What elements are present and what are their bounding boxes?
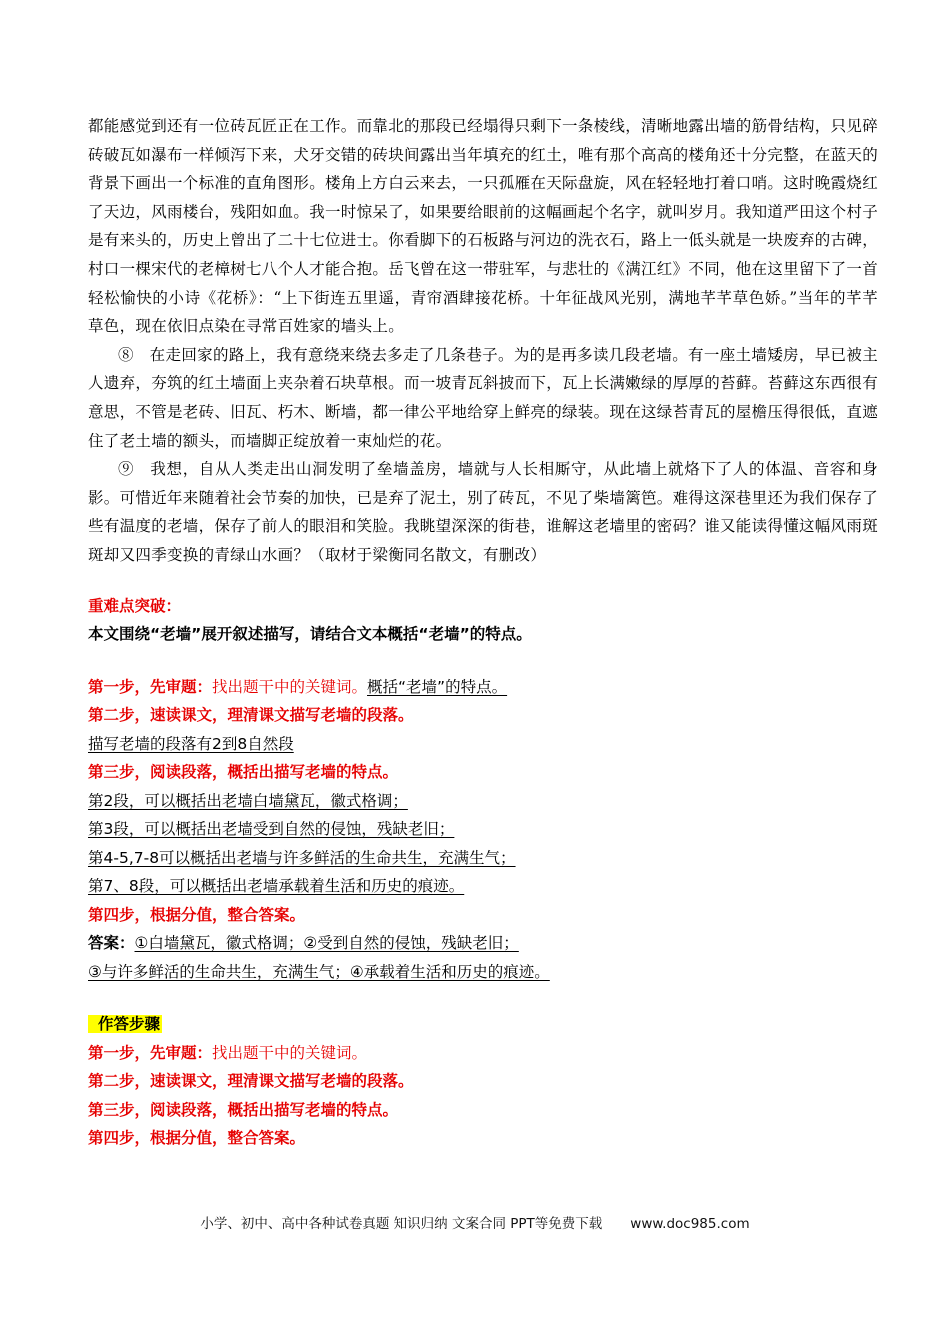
summary-step-1-text: 找出题干中的关键词。	[212, 1043, 368, 1062]
step-1-label: 第一步，先审题：	[88, 677, 213, 696]
passage-paragraph-8: ⑧ 在走回家的路上，我有意绕来绕去多走了几条巷子。为的是再多读几段老墙。有一座土墙矮房，早已被主人遗弃，夯筑的红土墙面上夹杂着石块草根。而一坡青瓦斜披而下，瓦上长满嫩绿的厚厚的苔藓。苔藓这东西很有意思，不管是老砖、旧瓦、朽木、断墙，都一律公平地给穿上鲜亮的绿装。现在这绿苔青瓦的屋檐压得很低，直遮住了老土墙的额头，而墙脚正绽放着一束灿烂的花。	[88, 345, 879, 450]
step-3-point-3: 第4-5,7-8可以概括出老墙与许多鲜活的生命共生，充满生气；	[88, 848, 516, 867]
passage-paragraph-7-continued: 都能感觉到还有一位砖瓦匠正在工作。而靠北的那段已经塌得只剩下一条棱线，清晰地露出墙的筋骨结构，只见碎砖破瓦如瀑布一样倾泻下来，犬牙交错的砖块间露出当年填充的红土，唯有那个高高的楼角还十分完整，在蓝天的背景下画出一个标准的直角图形。楼角上方白云来去，一只孤雁在天际盘旋，风在轻轻地打着口哨。这时晚霞烧红了天边，风雨楼台，残阳如血。我一时惊呆了，如果要给眼前的这幅画起个名字，就叫岁月。我知道严田这个村子是有来头的，历史上曾出了二十七位进士。你看脚下的石板路与河边的洗衣石，路上一低头就是一块废弃的古碑，村口一棵宋代的老樟树七八个人才能合抱。岳飞曾在这一带驻军，与悲壮的《满江红》不同，他在这里留下了一首轻松愉快的小诗《花桥》：“上下街连五里遥，青帘酒肆接花桥。十年征战风光别，满地芊芊草色娇。”当年的芊芊草色，现在依旧点染在寻常百姓家的墙头上。	[88, 117, 879, 336]
step-1-text: 找出题干中的关键词。	[212, 677, 368, 696]
summary-step-2: 第二步，速读课文，理清课文描写老墙的段落。	[88, 1072, 414, 1090]
passage-paragraph-9: ⑨ 我想，自从人类走出山洞发明了垒墙盖房，墙就与人长相厮守，从此墙上就烙下了人的体温、音容和身影。可惜近年来随着社会节奏的加快，已是弃了泥土，别了砖瓦，不见了柴墙篱笆。难得这深巷里还为我们保存了些有温度的老墙，保存了前人的眼泪和笑脸。我眺望深深的街巷，谁解这老墙里的密码？谁又能读得懂这幅风雨斑斑却又四季变换的青绿山水画？（取材于梁衡同名散文，有删改）	[88, 460, 879, 564]
answer-label: 答案：	[88, 934, 135, 952]
answer-line-1	[88, 929, 878, 958]
step-1-line	[88, 673, 878, 702]
step-3-point-1: 第2段，可以概括出老墙白墙黛瓦，徽式格调；	[88, 791, 408, 810]
step-4-line: 第四步，根据分值，整合答案。	[88, 905, 306, 924]
step-3-line: 第三步，阅读段落，概括出描写老墙的特点。	[88, 763, 399, 781]
summary-step-4: 第四步，根据分值，整合答案。	[88, 1129, 306, 1147]
section-heading-key-points: 重难点突破：	[88, 596, 182, 615]
answer-text-1: ①白墙黛瓦，徽式格调；②受到自然的侵蚀，残缺老旧；	[134, 934, 519, 952]
footer-text: 小学、初中、高中各种试卷真题 知识归纳 文案合同 PPT等免费下载	[200, 1216, 603, 1232]
step-3-point-2: 第3段，可以概括出老墙受到自然的侵蚀，残缺老旧；	[88, 820, 455, 838]
summary-step-3: 第三步，阅读段落，概括出描写老墙的特点。	[88, 1100, 399, 1119]
step-3-point-4: 第7、8段，可以概括出老墙承载着生活和历史的痕迹。	[88, 877, 465, 895]
step-1-answer: 概括“老墙”的特点。	[367, 677, 508, 696]
question-text: 本文围绕“老墙”展开叙述描写，请结合文本概括“老墙”的特点。	[88, 625, 532, 643]
summary-step-1-label: 第一步，先审题：	[88, 1043, 213, 1062]
step-2-answer: 描写老墙的段落有2到8自然段	[88, 734, 294, 753]
answer-steps-heading: 作答步骤	[88, 1015, 162, 1033]
document-body	[88, 112, 878, 1153]
answer-steps-heading-line	[88, 1010, 878, 1039]
step-2-line: 第二步，速读课文，理清课文描写老墙的段落。	[88, 706, 414, 724]
answer-line-2: ③与许多鲜活的生命共生，充满生气；④承载着生活和历史的痕迹。	[88, 962, 550, 981]
page-footer	[0, 1212, 950, 1232]
summary-step-1	[88, 1039, 878, 1068]
footer-url[interactable]: www.doc985.com	[630, 1216, 750, 1232]
